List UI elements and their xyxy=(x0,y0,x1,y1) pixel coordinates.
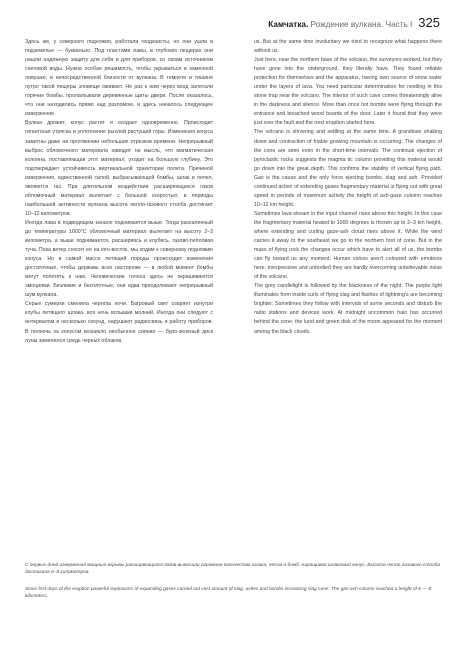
running-title-rest: Рождение вулкана. Часть I xyxy=(308,20,413,29)
paragraph: Sometimes lava-stream in the input channel rises above this height. In this case the fragmentary material heated to 1000 degrees is thrown up to 2–3 km height, where extending and curling gaze-ash cloud rises above it. While the wind carries it away to the southeast we go to the northern foot of cone. But in the mass of flying rock the changes occur which have to alert all of us, the bombs can fly toward us any moment. Human voices aren't coloured with emotions here. Inexpressive and unbodied they are hardly overcoming unbelievable noise of the volcano. xyxy=(254,210,442,281)
paragraph: Здесь же, у северного подножия, работали геодезисты, но они ушли в подземелье — буквально. Под пластами лавы, в глубоких пещерах они нашли надежную защиту для себя и для приборов, со своим источником снеговой воды. Нужна особая решимость, чтобы укрываться в каменной ловушке, в непосредственной близости от вулкана. В темноте и тишине нутро такой пещеры зловеще оживает. Не раз к ним через вход залетали горячие бомбы, пролamывали деревянные щиты двери. После оказалось, что они находились прямо над разломом, и здесь началось следующее извержение. xyxy=(25,39,213,118)
paragraph: Just here, near the northern base of the volcano, the surveyors worked, but they have gone into the underground, they literally have. They found reliable protection for themselves and the apparatus, having own source of snow water under the layers of lava. You need particular determination for nestling in this stone trap near the volcano. The interior of such cave comes threateningly alive in the darkness and silence. More than once hot bombs were flying through the entrance and breached wood boards of the door. Later it found that they were just over the fault and the next eruption started here. xyxy=(254,57,442,127)
paragraph: The grey candlelight is followed by the blackness of the night. The purple light illuminates from inside curls of flying slag and flashes of lightning's are becoming brighter. Sometimes they follow with intervals of some seconds and disturb the radio stations and devices work. At midnight uncommon halo has occurred behind the cone, the lurid and green disk of the moon appeared for the moment among the black clouds. xyxy=(254,283,442,335)
page-number: 325 xyxy=(418,15,440,30)
paragraph: Иногда лава в подводящем канале поднимается выше. Тогда раскаленный до температуры 1000°С обломочный материал вылетает на высоту 2–3 километра, а выше поднимается, расширяясь и клубясь, газово-пепловая туча. Пока ветер сносит ее на юго-восток, мы ходим к северному подножию конуса. Но в самой массе летящей породы происходит изменения достаточные, чтобы державь всех насторожe — в любой момент бомбы могут полететь к нам. Человеческие голоса здесь не окрашиваются эмоциями. Безликие и бесплотные, они едва преодолевают непрерывный шум вулкана. xyxy=(25,219,213,299)
left-column-russian xyxy=(25,38,213,538)
caption-russian: С первых дней извержения мощные взрывы расширяющихся газов выносили огромное количество шлака, пепла и бомб, наращивая шлаковый конус. Высота пепло-газового столба достигала 6–8 километров. xyxy=(25,563,440,576)
running-title xyxy=(268,20,412,29)
paragraph: The volcano is shivering and settling at the same time. A grandiose shaking down and contraction of friable growing mountain is occurring. The changes of the cone are seen even in the short-time intervals. The continual ejection of pyroclastic rocks suggests the magma tic column providing this material would go down into the great depth. This confirms the stability of vertical flying path. Gas is the cause and the only force ejecting bombs, slag and ash. Provided continued action of extending gases fragmentary material is flying out with great speed in periods of maximum activity the height of ash-gaze column reaches 10–12 km height. xyxy=(254,129,442,208)
paragraph: Серые сумерки сменила черноta ночи. Багровый свет озаряет изнутри клубы летящего шлака, вся ночь вспышки молний. Иногда они следуют с интервалом в несколько секунд, нарушают радиосвязь и работу приборов. В полночь за конусом возникло необычное сияние — буро-зеленый диск луны заменился средь черных облаков. xyxy=(25,301,213,344)
running-title-bold: Камчатка. xyxy=(268,20,309,29)
page-header xyxy=(268,15,440,30)
paragraph: Вулкан дрожит, конус растет и оседает одновременно. Происходит гигантская утряска и уплотнение рыхлой растущей горы. Изменения конуса заметны даже на протяжении небольших отрезков времени. Непрерывный выброс обломочного материала наводит на мысль, что магматическая колонна, поставляющая этот материал, уходит на большую глубину. Это подтверждает устойчивость вертикальной траектории полета. Причиной извержения, единственной силой, выбрасывающей бомбы, шлак и пепел, являются газ. При длительном воздействии расширяющихся газов обломочный материал вылетает с большой скоростью; в периоды наибольшей активности вулкана высота пепло-газового столба достигает 10–12 километров. xyxy=(25,120,213,217)
paragraph: us. But at the same time involuntary we tried to recognize what happens there without us. xyxy=(254,39,442,55)
caption-english: Since first days of the eruption powerful explosions of expanding gases carried out vast amount of slag, ashes and bombs increasing slag cone. The gas-ash column reached a height of 6 — 8 kilometers. xyxy=(25,587,432,600)
right-column-english xyxy=(254,38,442,538)
